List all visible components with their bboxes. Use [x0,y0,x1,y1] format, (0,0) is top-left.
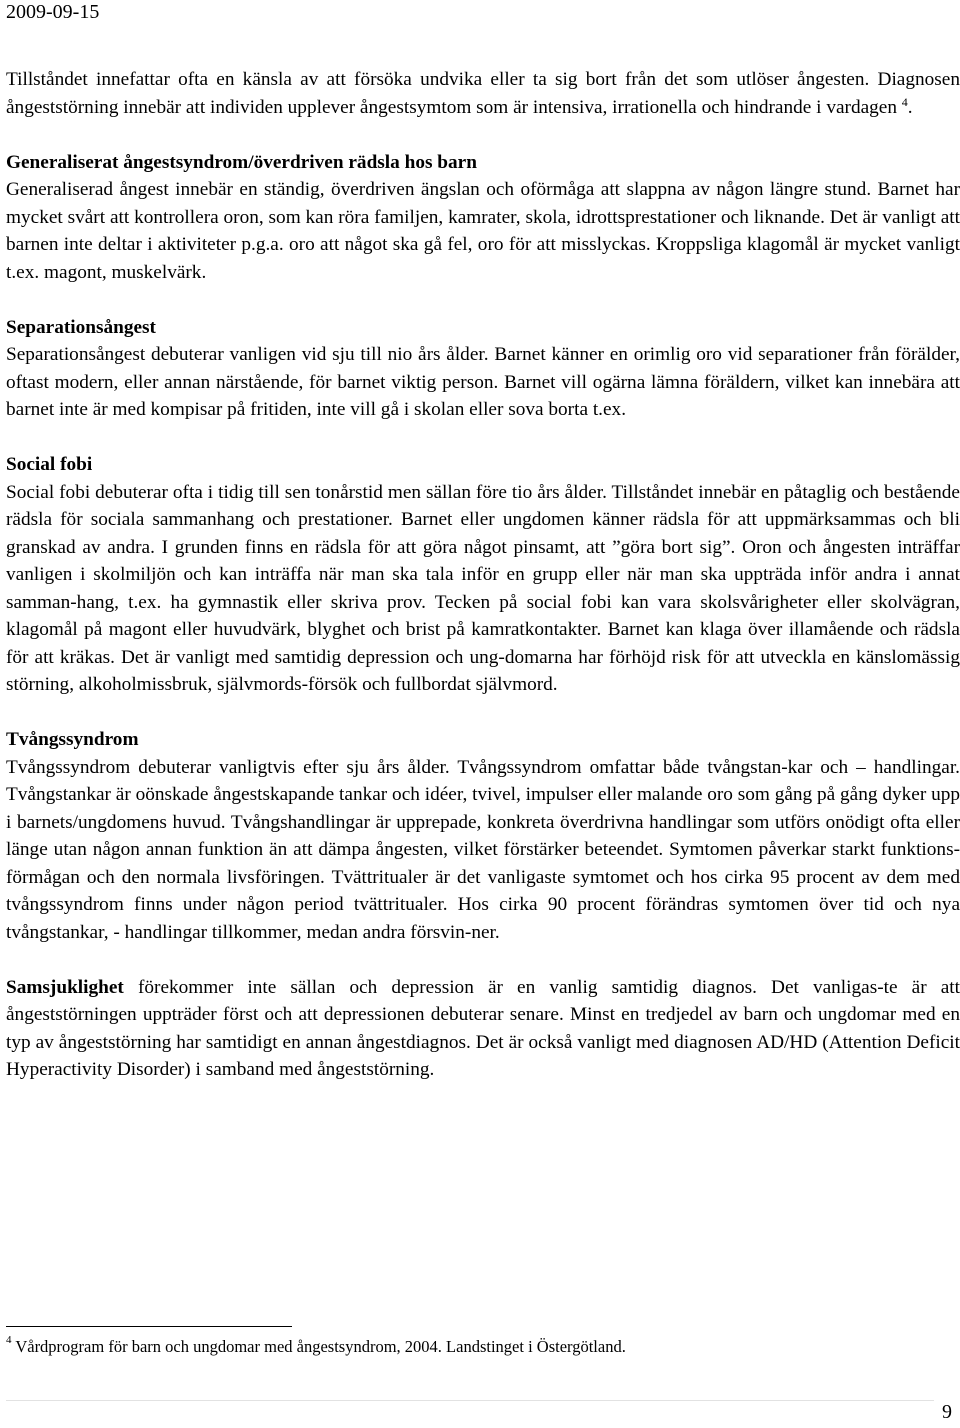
section-body: Separationsångest debuterar vanligen vid sju till nio års ålder. Barnet känner en orimlig oro vid separationer från förälder, oftast modern, eller annan närstående, för barnet viktig person. Barnet vill ogärna lämna föräldern, vilket kan innebära att barnet inte är med kompisar på fritiden, inte vill gå i skolan eller sova borta t.ex. [6,344,960,420]
intro-paragraph [6,66,960,121]
comorbidity-lead: Samsjuklighet [6,976,124,998]
section-heading: Generaliserat ångestsyndrom/överdriven rädsla hos barn [6,151,477,173]
section-ocd [6,726,960,946]
footnote [6,1336,956,1358]
comorbidity-paragraph [6,974,960,1084]
section-separation-anxiety [6,314,960,424]
section-heading: Social fobi [6,454,93,475]
intro-text: Tillståndet innefattar ofta en känsla av att försöka undvika eller ta sig bort från det som utlöser ångesten. Diagnosen ångeststörning innebär att individen upplever ångestsymtom som är intensiva, irrationella och hindrande i vardagen [6,69,960,118]
footnote-marker: 4 [6,1334,12,1346]
document-body [6,66,960,1084]
page-divider [6,1400,934,1401]
footnote-text: Vårdprogram för barn och ungdomar med ångestsyndrom, 2004. Landstinget i Östergötland. [11,1337,626,1356]
section-heading: Tvångssyndrom [6,729,139,750]
section-social-phobia [6,451,960,699]
footnote-divider [6,1326,292,1327]
section-heading: Separationsångest [6,316,156,338]
footnote-reference: 4 [901,94,908,109]
intro-end: . [907,96,913,118]
section-body: Social fobi debuterar ofta i tidig till sen tonårstid men sällan före tio års ålder. Tillståndet innebär en påtaglig och bestående rädsla för sociala sammanhang och prestationer. Barnet eller ungdomen känner rädsla för att uppmärksammas och bli granskad av andra. I grunden finns en rädsla för att göra något pinsamt, att ”göra bort sig”. Oron och ångesten inträffar vanligen i skolmiljön och kan inträffa när man ska tala inför en grupp eller när man ska uppträda inför andra i annat samman-hang, t.ex. ha gymnastik eller skriva prov. Tecken på social fobi kan vara skolsvårigheter eller skolvägran, klagomål på magont eller huvudvärk, blyghet och brist på kamratkontakter. Barnet kan klaga över illamående och rädsla för att kräkas. Det är vanligt med samtidig depression och ung-domarna har förhöjd risk för att utveckla en känslomässig störning, alkoholmissbruk, självmords-försök och fullbordat självmord. [6,481,960,695]
comorbidity-body: förekommer inte sällan och depression är en vanlig samtidig diagnos. Det vanligas-te är att ångeststörningen uppträder först och att depressionen debuterar senare. Minst en tredjedel av barn och ungdomar med en typ av ångeststörning har samtidigt en annan ångestdiagnos. Det är också vanligt med diagnosen AD/HD (Attention Deficit Hyperactivity Disorder) i samband med ångeststörning. [6,976,960,1080]
page-number: 9 [942,1401,952,1423]
section-body: Generaliserad ångest innebär en ständig, överdriven ängslan och oförmåga att slappna av någon längre stund. Barnet har mycket svårt att kontrollera oron, som kan röra familjen, kamrater, skola, idrottsprestationer och liknande. Det är vanligt att barnen inte deltar i aktiviteter p.g.a. oro att något ska gå fel, oro för att misslyckas. Kroppsliga klagomål är mycket vanligt t.ex. magont, muskelvärk. [6,179,960,283]
header-date: 2009-09-15 [6,1,100,23]
section-body: Tvångssyndrom debuterar vanligtvis efter sju års ålder. Tvångssyndrom omfattar både tvångstan-kar och – handlingar. Tvångstankar är oönskade ångestskapande tankar och idéer, tvivel, impulser eller malande oro som gång på gång dyker upp i barnets/ungdomens huvud. Tvångshandlingar är upprepade, konkreta överdrivna handlingar som utförs onödigt ofta eller länge utan någon annan funktion än att dämpa ångesten, vilket förstärker beteendet. Symtomen påverkar starkt funktions-förmågan och den normala livsföringen. Tvättritualer är det vanligaste symtomet och hos cirka 95 procent av dem med tvångssyndrom finns under någon period tvättritualer. Hos cirka 90 procent förändras symtomen över tid och nya tvångstankar, - handlingar tillkommer, medan andra försvin-ner. [6,756,960,943]
section-generalized-anxiety [6,149,960,287]
